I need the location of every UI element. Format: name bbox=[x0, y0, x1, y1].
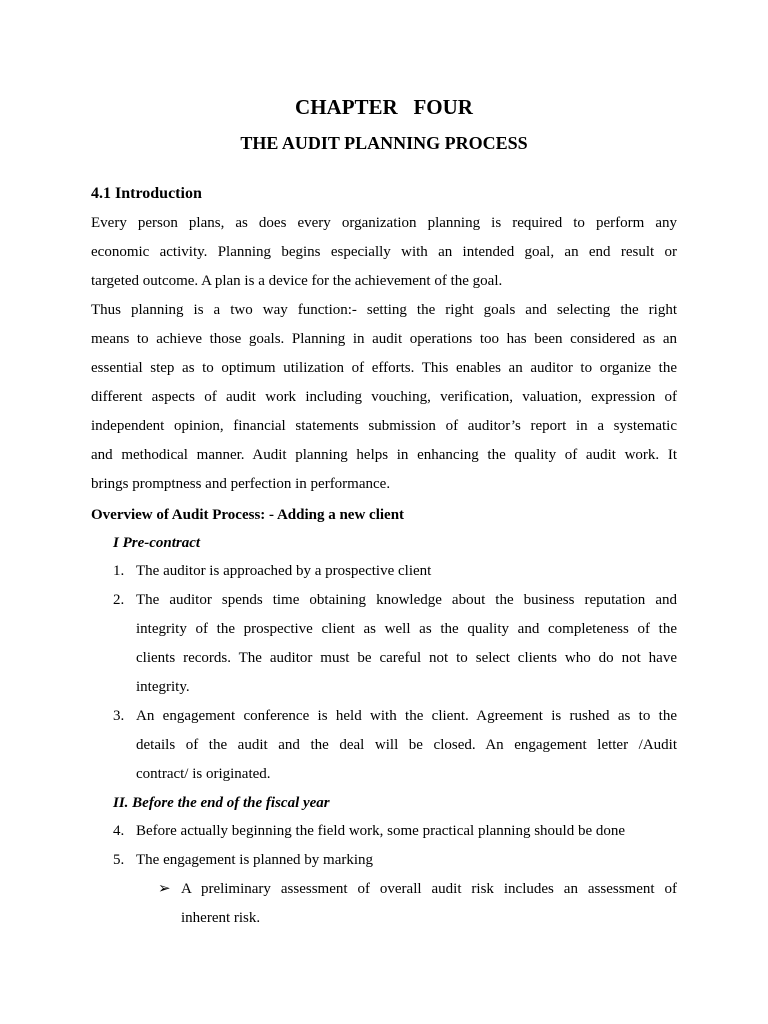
phase-heading-pre-contract: I Pre-contract bbox=[113, 535, 201, 551]
list-item-line: integrity of the prospective client as well as the quality and completeness of the bbox=[136, 621, 677, 637]
list-item-line: The auditor is approached by a prospective client bbox=[136, 563, 432, 579]
list-number: 4. bbox=[113, 823, 125, 839]
list-number: 5. bbox=[113, 852, 125, 868]
paragraph-line: and methodical manner. Audit planning helps in enhancing the quality of audit work. It bbox=[91, 447, 677, 463]
list-item-line: clients records. The auditor must be careful not to select clients who do not have bbox=[136, 650, 677, 666]
phase-heading-before-fiscal-year-end: II. Before the end of the fiscal year bbox=[113, 795, 330, 811]
paragraph-line: economic activity. Planning begins especially with an intended goal, an end result or bbox=[91, 244, 677, 260]
paragraph-line: Every person plans, as does every organization planning is required to perform any bbox=[91, 215, 677, 231]
paragraph-line: essential step as to optimum utilization of efforts. This enables an auditor to organize the bbox=[91, 360, 677, 376]
intro-paragraph-1 bbox=[91, 209, 677, 296]
paragraph-line: brings promptness and perfection in performance. bbox=[91, 476, 391, 492]
list-item-line: The auditor spends time obtaining knowledge about the business reputation and bbox=[136, 592, 677, 608]
paragraph-line: different aspects of audit work including vouching, verification, valuation, expression of bbox=[91, 389, 677, 405]
chapter-subtitle: THE AUDIT PLANNING PROCESS bbox=[240, 133, 528, 153]
paragraph-line: targeted outcome. A plan is a device for the achievement of the goal. bbox=[91, 273, 503, 289]
list-number: 3. bbox=[113, 708, 125, 724]
list-number: 1. bbox=[113, 563, 125, 579]
bullet-item-line: A preliminary assessment of overall audit risk includes an assessment of bbox=[181, 881, 677, 897]
list-item-line: details of the audit and the deal will be closed. An engagement letter /Audit bbox=[136, 737, 677, 753]
list-item-line: Before actually beginning the field work, some practical planning should be done bbox=[136, 823, 626, 839]
list-item bbox=[136, 846, 677, 875]
paragraph-line: Thus planning is a two way function:- setting the right goals and selecting the right bbox=[91, 302, 677, 318]
list-number: 2. bbox=[113, 592, 125, 608]
bullet-item bbox=[181, 875, 677, 933]
list-item bbox=[136, 586, 677, 702]
list-item-line: The engagement is planned by marking bbox=[136, 852, 374, 868]
section-heading: 4.1 Introduction bbox=[91, 185, 202, 202]
paragraph-line: means to achieve those goals. Planning in audit operations too has been considered as an bbox=[91, 331, 677, 347]
overview-heading: Overview of Audit Process: - Adding a new client bbox=[91, 507, 405, 523]
arrow-bullet-icon: ➢ bbox=[158, 881, 171, 897]
list-item bbox=[136, 557, 677, 586]
list-item-line: contract/ is originated. bbox=[136, 766, 271, 782]
list-item bbox=[136, 817, 677, 846]
intro-paragraph-2 bbox=[91, 296, 677, 499]
chapter-title: CHAPTER FOUR bbox=[295, 95, 473, 119]
list-item bbox=[136, 702, 677, 789]
paragraph-line: independent opinion, financial statements submission of auditor’s report in a systematic bbox=[91, 418, 677, 434]
list-item-line: integrity. bbox=[136, 679, 190, 695]
list-item-line: An engagement conference is held with the client. Agreement is rushed as to the bbox=[136, 708, 677, 724]
bullet-item-line: inherent risk. bbox=[181, 910, 261, 926]
